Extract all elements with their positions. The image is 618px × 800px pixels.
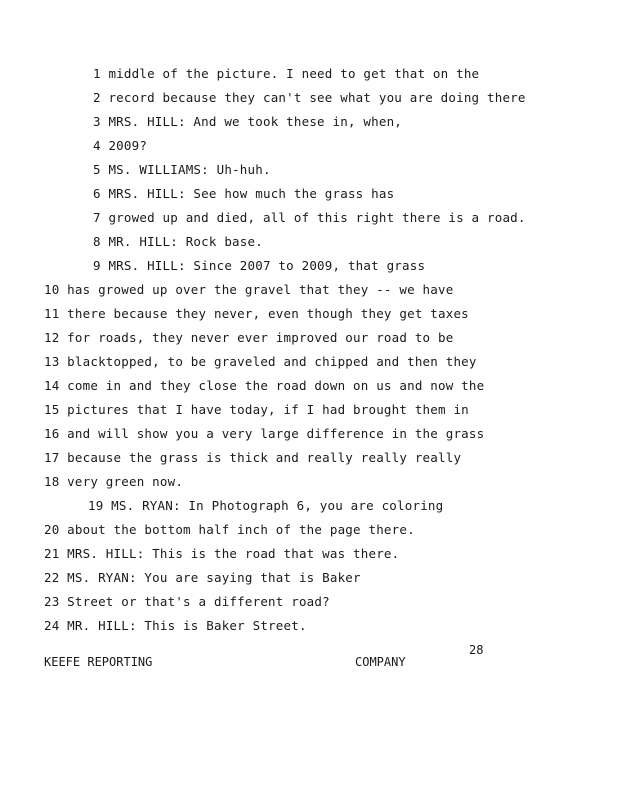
- transcript-line-23: 23 Street or that's a different road?: [44, 594, 330, 609]
- transcript-line-8: 8 MR. HILL: Rock base.: [93, 234, 263, 249]
- transcript-line-22: 22 MS. RYAN: You are saying that is Baker: [44, 570, 361, 585]
- transcript-line-17: 17 because the grass is thick and really really really: [44, 450, 462, 465]
- transcript-line-1: 1 middle of the picture. I need to get that on the: [93, 66, 480, 81]
- transcript-line-10: 10 has growed up over the gravel that they -- we have: [44, 282, 454, 297]
- transcript-line-5: 5 MS. WILLIAMS: Uh-huh.: [93, 162, 271, 177]
- transcript-line-6: 6 MRS. HILL: See how much the grass has: [93, 186, 395, 201]
- transcript-line-20: 20 about the bottom half inch of the page there.: [44, 522, 415, 537]
- page-number: 28: [469, 643, 484, 657]
- transcript-line-11: 11 there because they never, even though they get taxes: [44, 306, 469, 321]
- transcript-line-18: 18 very green now.: [44, 474, 184, 489]
- transcript-line-7: 7 growed up and died, all of this right there is a road.: [93, 210, 526, 225]
- transcript-line-21: 21 MRS. HILL: This is the road that was there.: [44, 546, 400, 561]
- transcript-line-3: 3 MRS. HILL: And we took these in, when,: [93, 114, 403, 129]
- transcript-line-2: 2 record because they can't see what you are doing there: [93, 90, 526, 105]
- footer-company-name: COMPANY: [355, 655, 406, 669]
- transcript-line-12: 12 for roads, they never ever improved our road to be: [44, 330, 454, 345]
- transcript-line-16: 16 and will show you a very large difference in the grass: [44, 426, 485, 441]
- transcript-line-15: 15 pictures that I have today, if I had brought them in: [44, 402, 469, 417]
- transcript-line-14: 14 come in and they close the road down on us and now the: [44, 378, 485, 393]
- transcript-line-4: 4 2009?: [93, 138, 148, 153]
- transcript-line-19: 19 MS. RYAN: In Photograph 6, you are coloring: [88, 498, 444, 513]
- footer-reporting-name: KEEFE REPORTING: [44, 655, 153, 669]
- transcript-line-9: 9 MRS. HILL: Since 2007 to 2009, that grass: [93, 258, 426, 273]
- transcript-line-13: 13 blacktopped, to be graveled and chipped and then they: [44, 354, 477, 369]
- transcript-line-24: 24 MR. HILL: This is Baker Street.: [44, 618, 307, 633]
